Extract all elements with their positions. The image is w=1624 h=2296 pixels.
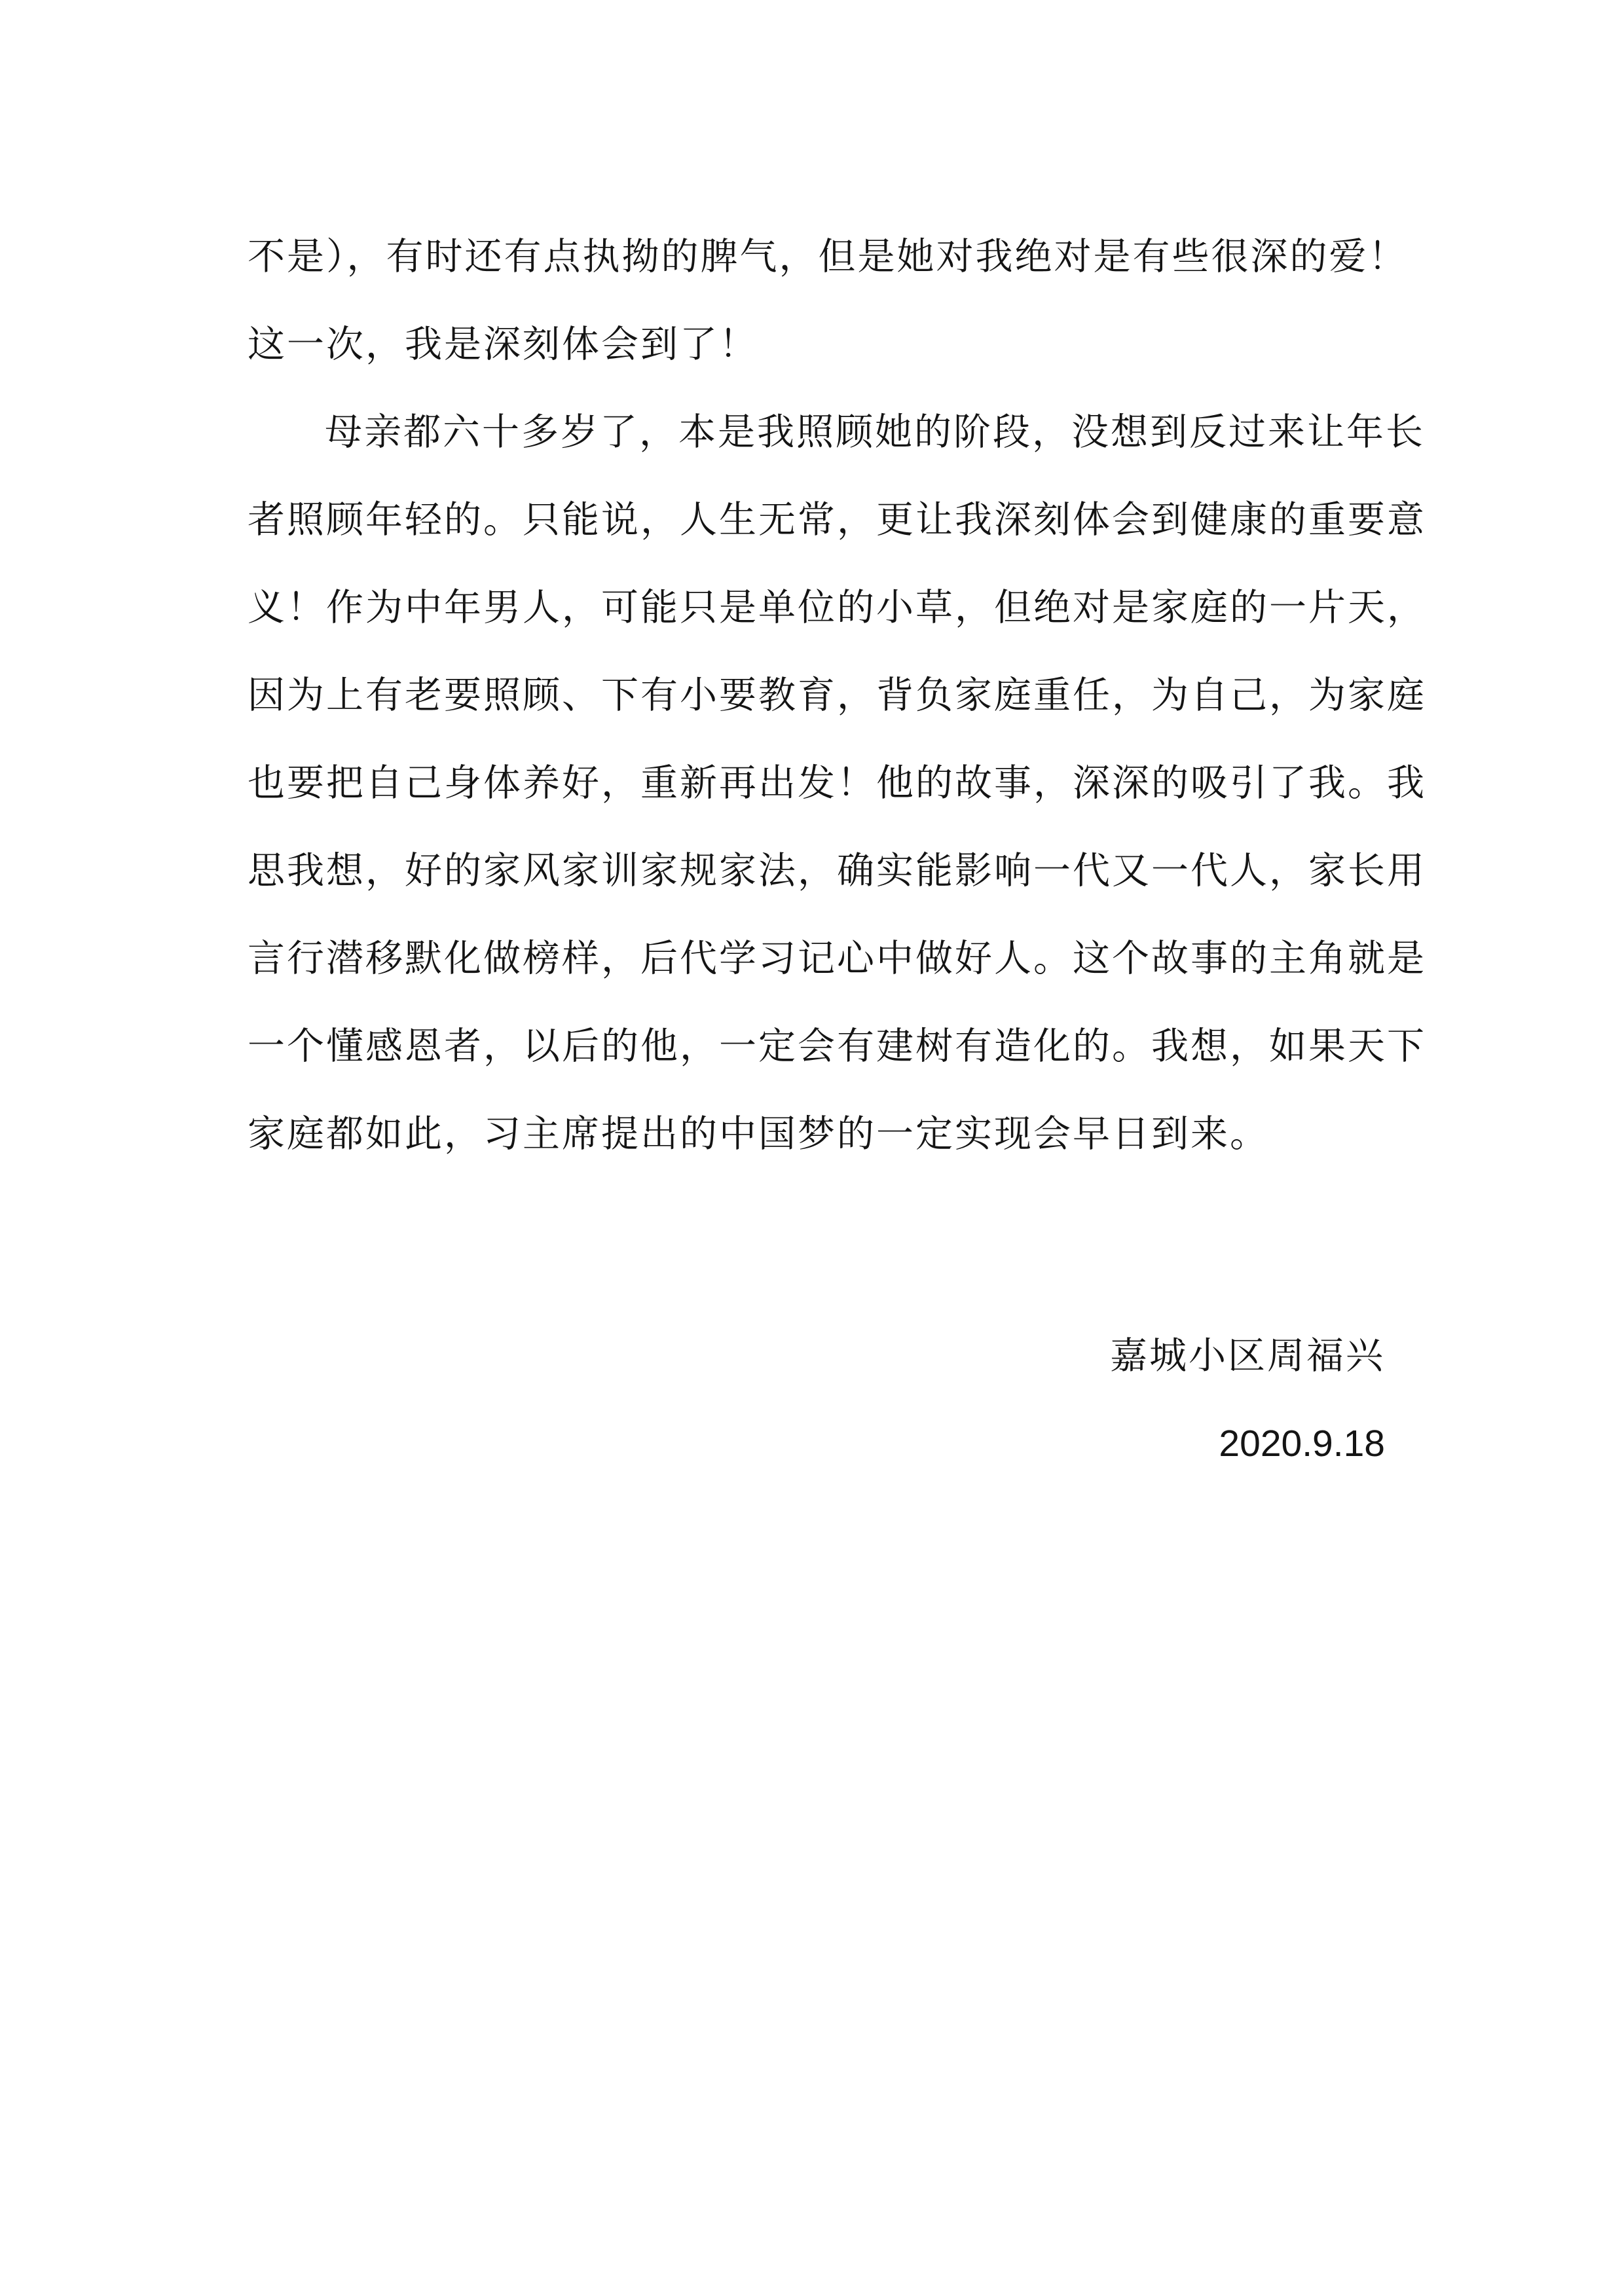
body-text [248, 213, 1426, 1178]
text-line-3-paragraph-start: 母亲都六十多岁了，本是我照顾她的阶段，没想到反过来让年长 [325, 410, 1425, 454]
author-signature: 嘉城小区周福兴 [1110, 1334, 1385, 1377]
text-line-7: 也要把自己身体养好，重新再出发！他的故事，深深的吸引了我。我 [248, 761, 1426, 805]
document-date: 2020.9.18 [1219, 1423, 1385, 1465]
text-line-6: 因为上有老要照顾、下有小要教育，背负家庭重任，为自己，为家庭 [248, 674, 1426, 717]
text-line-9: 言行潜移默化做榜样，后代学习记心中做好人。这个故事的主角就是 [248, 937, 1426, 980]
text-line-2: 这一次，我是深刻体会到了！ [248, 323, 758, 366]
text-line-10: 一个懂感恩者，以后的他，一定会有建树有造化的。我想，如果天下 [248, 1025, 1426, 1068]
text-line-1: 不是），有时还有点执拗的脾气，但是她对我绝对是有些很深的爱！ [248, 235, 1408, 278]
text-line-5: 义！作为中年男人，可能只是单位的小草，但绝对是家庭的一片天， [248, 586, 1426, 629]
text-line-8: 思我想，好的家风家训家规家法，确实能影响一代又一代人，家长用 [248, 849, 1426, 892]
text-line-4: 者照顾年轻的。只能说，人生无常，更让我深刻体会到健康的重要意 [248, 498, 1426, 541]
text-line-11: 家庭都如此，习主席提出的中国梦的一定实现会早日到来。 [248, 1112, 1269, 1156]
